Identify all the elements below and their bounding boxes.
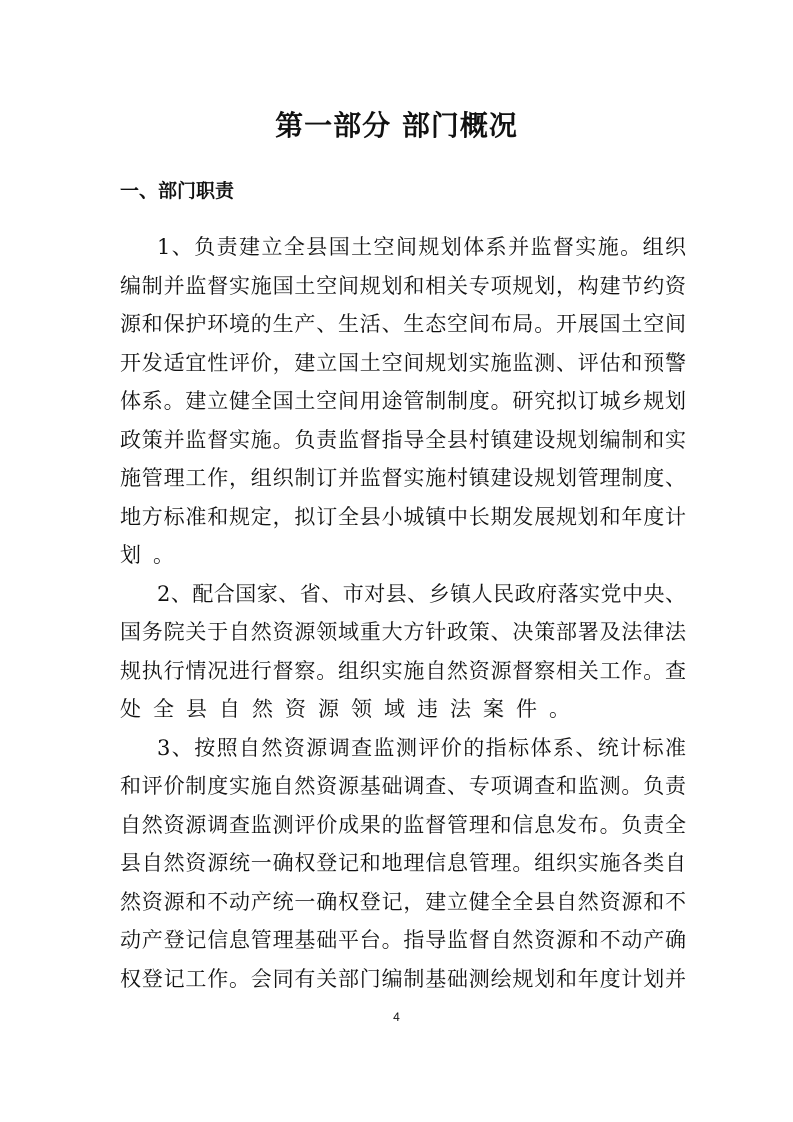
text-line: 和评价制度实施自然资源基础调查、专项调查和监测。负责 — [120, 774, 686, 798]
text-line: 国务院关于自然资源领域重大方针政策、决策部署及法律法 — [120, 620, 686, 644]
text-line: 1、负责建立全县国土空间规划体系并监督实施。组织 — [157, 235, 686, 259]
text-line: 地方标准和规定，拟订全县小城镇中长期发展规划和年度计 — [120, 504, 686, 529]
text-line: 源和保护环境的生产、生活、生态空间布局。开展国土空间 — [120, 312, 686, 336]
text-line: 权登记工作。会同有关部门编制基础测绘规划和年度计划并 — [120, 966, 686, 991]
section-heading: 一、部门职责 — [120, 180, 235, 202]
text-line: 动产登记信息管理基础平台。指导监督自然资源和不动产确 — [120, 928, 686, 952]
paragraph — [120, 729, 686, 999]
text-line: 2、配合国家、省、市对县、乡镇人民政府落实党中央、 — [157, 581, 686, 606]
page-number: 4 — [393, 1010, 400, 1024]
paragraph — [120, 575, 686, 729]
text-line: 政策并监督实施。负责监督指导全县村镇建设规划编制和实 — [120, 427, 686, 452]
document-body — [120, 228, 686, 998]
paragraph — [120, 228, 686, 575]
text-line: 县自然资源统一确权登记和地理信息管理。组织实施各类自 — [120, 851, 686, 875]
text-line: 规执行情况进行督察。组织实施自然资源督察相关工作。查 — [120, 658, 686, 683]
text-line: 划。 — [120, 543, 186, 567]
text-line: 然资源和不动产统一确权登记，建立健全全县自然资源和不 — [120, 889, 686, 914]
text-line: 开发适宜性评价，建立国土空间规划实施监测、评估和预警 — [120, 350, 686, 375]
text-line: 施管理工作，组织制订并监督实施村镇建设规划管理制度、 — [120, 466, 686, 490]
text-line: 处全县自然资源领域违法案件。 — [120, 697, 582, 721]
page-title: 第一部分 部门概况 — [275, 109, 518, 142]
text-line: 自然资源调查监测评价成果的监督管理和信息发布。负责全 — [120, 812, 686, 837]
text-line: 编制并监督实施国土空间规划和相关专项规划，构建节约资 — [120, 273, 686, 298]
text-line: 体系。建立健全国土空间用途管制制度。研究拟订城乡规划 — [120, 389, 686, 413]
text-line: 3、按照自然资源调查监测评价的指标体系、统计标准 — [157, 735, 686, 760]
